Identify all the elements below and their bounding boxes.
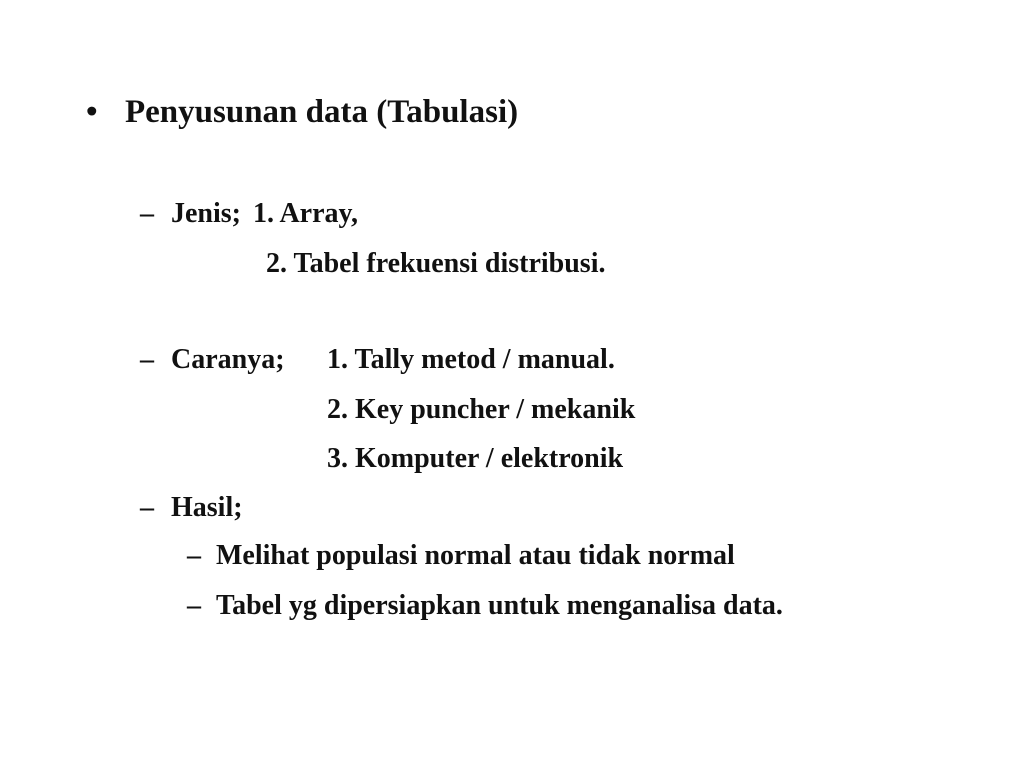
dash-marker: – [187,590,201,621]
dash-marker: – [140,198,154,229]
dash-marker: – [140,492,154,523]
slide-heading: Penyusunan data (Tabulasi) [125,94,519,130]
caranya-item: 2. Key puncher / mekanik [327,394,636,425]
jenis-item: 1. Array, [253,198,358,229]
hasil-label: Hasil; [171,492,243,523]
caranya-item: 1. Tally metod / manual. [327,344,615,375]
jenis-item: 2. Tabel frekuensi distribusi. [266,248,606,279]
caranya-item: 3. Komputer / elektronik [327,443,624,474]
dash-marker: – [187,540,201,571]
jenis-label: Jenis; [171,198,241,229]
dash-marker: – [140,344,154,375]
bullet-marker: • [86,94,98,130]
hasil-item: Tabel yg dipersiapkan untuk menganalisa data. [216,590,783,621]
caranya-label: Caranya; [171,344,285,375]
hasil-item: Melihat populasi normal atau tidak normal [216,540,735,571]
